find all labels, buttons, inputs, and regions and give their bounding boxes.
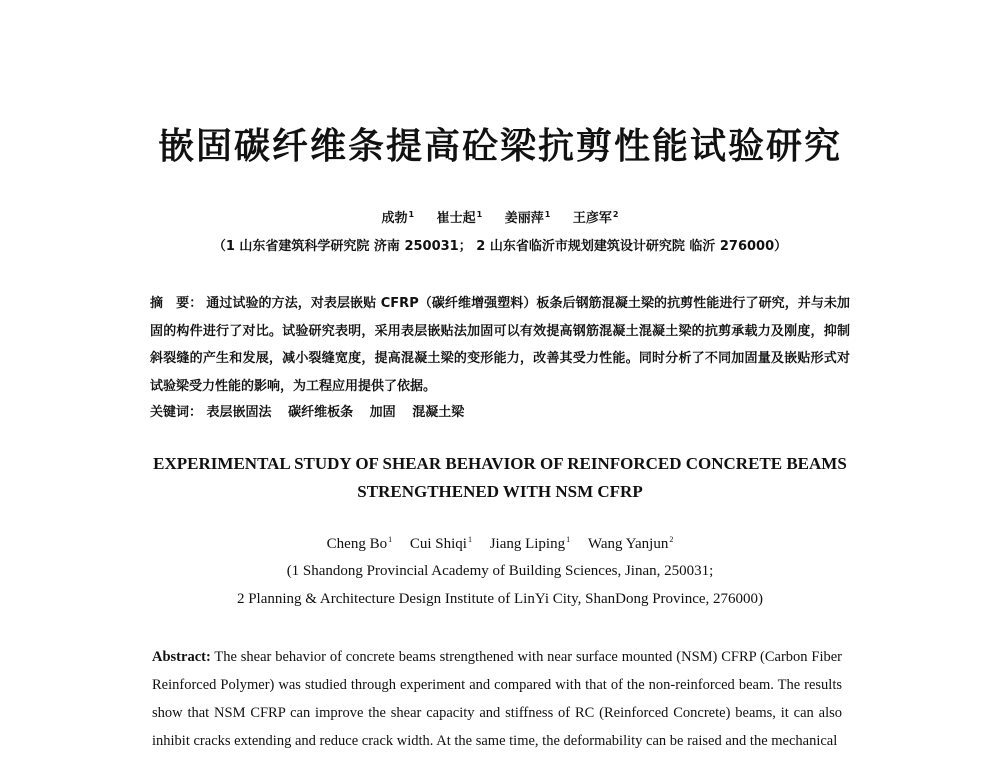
author-zh: 成勃$^1$ xyxy=(381,209,415,226)
author-en: Jiang Liping$^1$ xyxy=(489,535,571,552)
author-en: Cheng Bo$^1$ xyxy=(326,535,393,552)
keyword: 表层嵌固法 xyxy=(206,405,272,420)
affiliation-chinese: （1 山东省建筑科学研究院 济南 250031； 2 山东省临沂市规划建筑设计研究院 临沂 276000） xyxy=(212,239,788,254)
authors-english xyxy=(0,535,1000,553)
abstract-english-text: The shear behavior of concrete beams strengthened with near surface mounted (NSM) CFRP (Carbon Fiber Reinforced Polymer) was studied through experiment and compared with that of the non-reinforced beam. The results show that NSM CFRP can improve the shear capacity and stiffness of RC (Reinforced Concrete) beams, it can also inhibit cracks extending and reduce crack width. At the same time, the deformability can be raised and the mechanical xyxy=(152,649,842,749)
author-en: Wang Yanjun$^2$ xyxy=(587,535,674,552)
affiliation-english-1: (1 Shandong Provincial Academy of Building Sciences, Jinan, 250031; xyxy=(286,563,714,579)
title-chinese: 嵌固碳纤维条提高砼梁抗剪性能试验研究 xyxy=(157,126,842,167)
keywords-label: 关键词： xyxy=(150,405,203,420)
author-zh: 姜丽萍$^1$ xyxy=(504,209,551,226)
abstract-english-label: Abstract: xyxy=(152,649,211,665)
keywords-chinese xyxy=(150,401,850,420)
abstract-english xyxy=(152,643,842,755)
title-english: EXPERIMENTAL STUDY OF SHEAR BEHAVIOR OF REINFORCED CONCRETE BEAMS STRENGTHENED WITH NSM CFRP xyxy=(153,454,847,501)
authors-chinese xyxy=(0,207,1000,226)
abstract-chinese-text: 通过试验的方法，对表层嵌贴 CFRP（碳纤维增强塑料）板条后钢筋混凝土梁的抗剪性能进行了研究，并与未加固的构件进行了对比。试验研究表明，采用表层嵌贴法加固可以有效提高钢筋混凝土混凝土梁的抗剪承载力及刚度，抑制斜裂缝的产生和发展，减小裂缝宽度，提高混凝土梁的变形能力，改善其受力性能。同时分析了不同加固量及嵌贴形式对试验梁受力性能的影响，为工程应用提供了依据。 xyxy=(150,296,850,394)
author-en: Cui Shiqi$^1$ xyxy=(409,535,472,552)
author-zh: 崔士起$^1$ xyxy=(436,209,483,226)
keyword: 混凝土梁 xyxy=(412,405,465,420)
affiliation-english-2: 2 Planning & Architecture Design Institute of LinYi City, ShanDong Province, 276000) xyxy=(236,591,764,607)
abstract-chinese-label: 摘 要： xyxy=(150,296,203,311)
keyword: 加固 xyxy=(369,405,396,420)
author-zh: 王彦军$^2$ xyxy=(572,209,619,226)
abstract-chinese xyxy=(150,290,850,400)
keyword: 碳纤维板条 xyxy=(288,405,354,420)
